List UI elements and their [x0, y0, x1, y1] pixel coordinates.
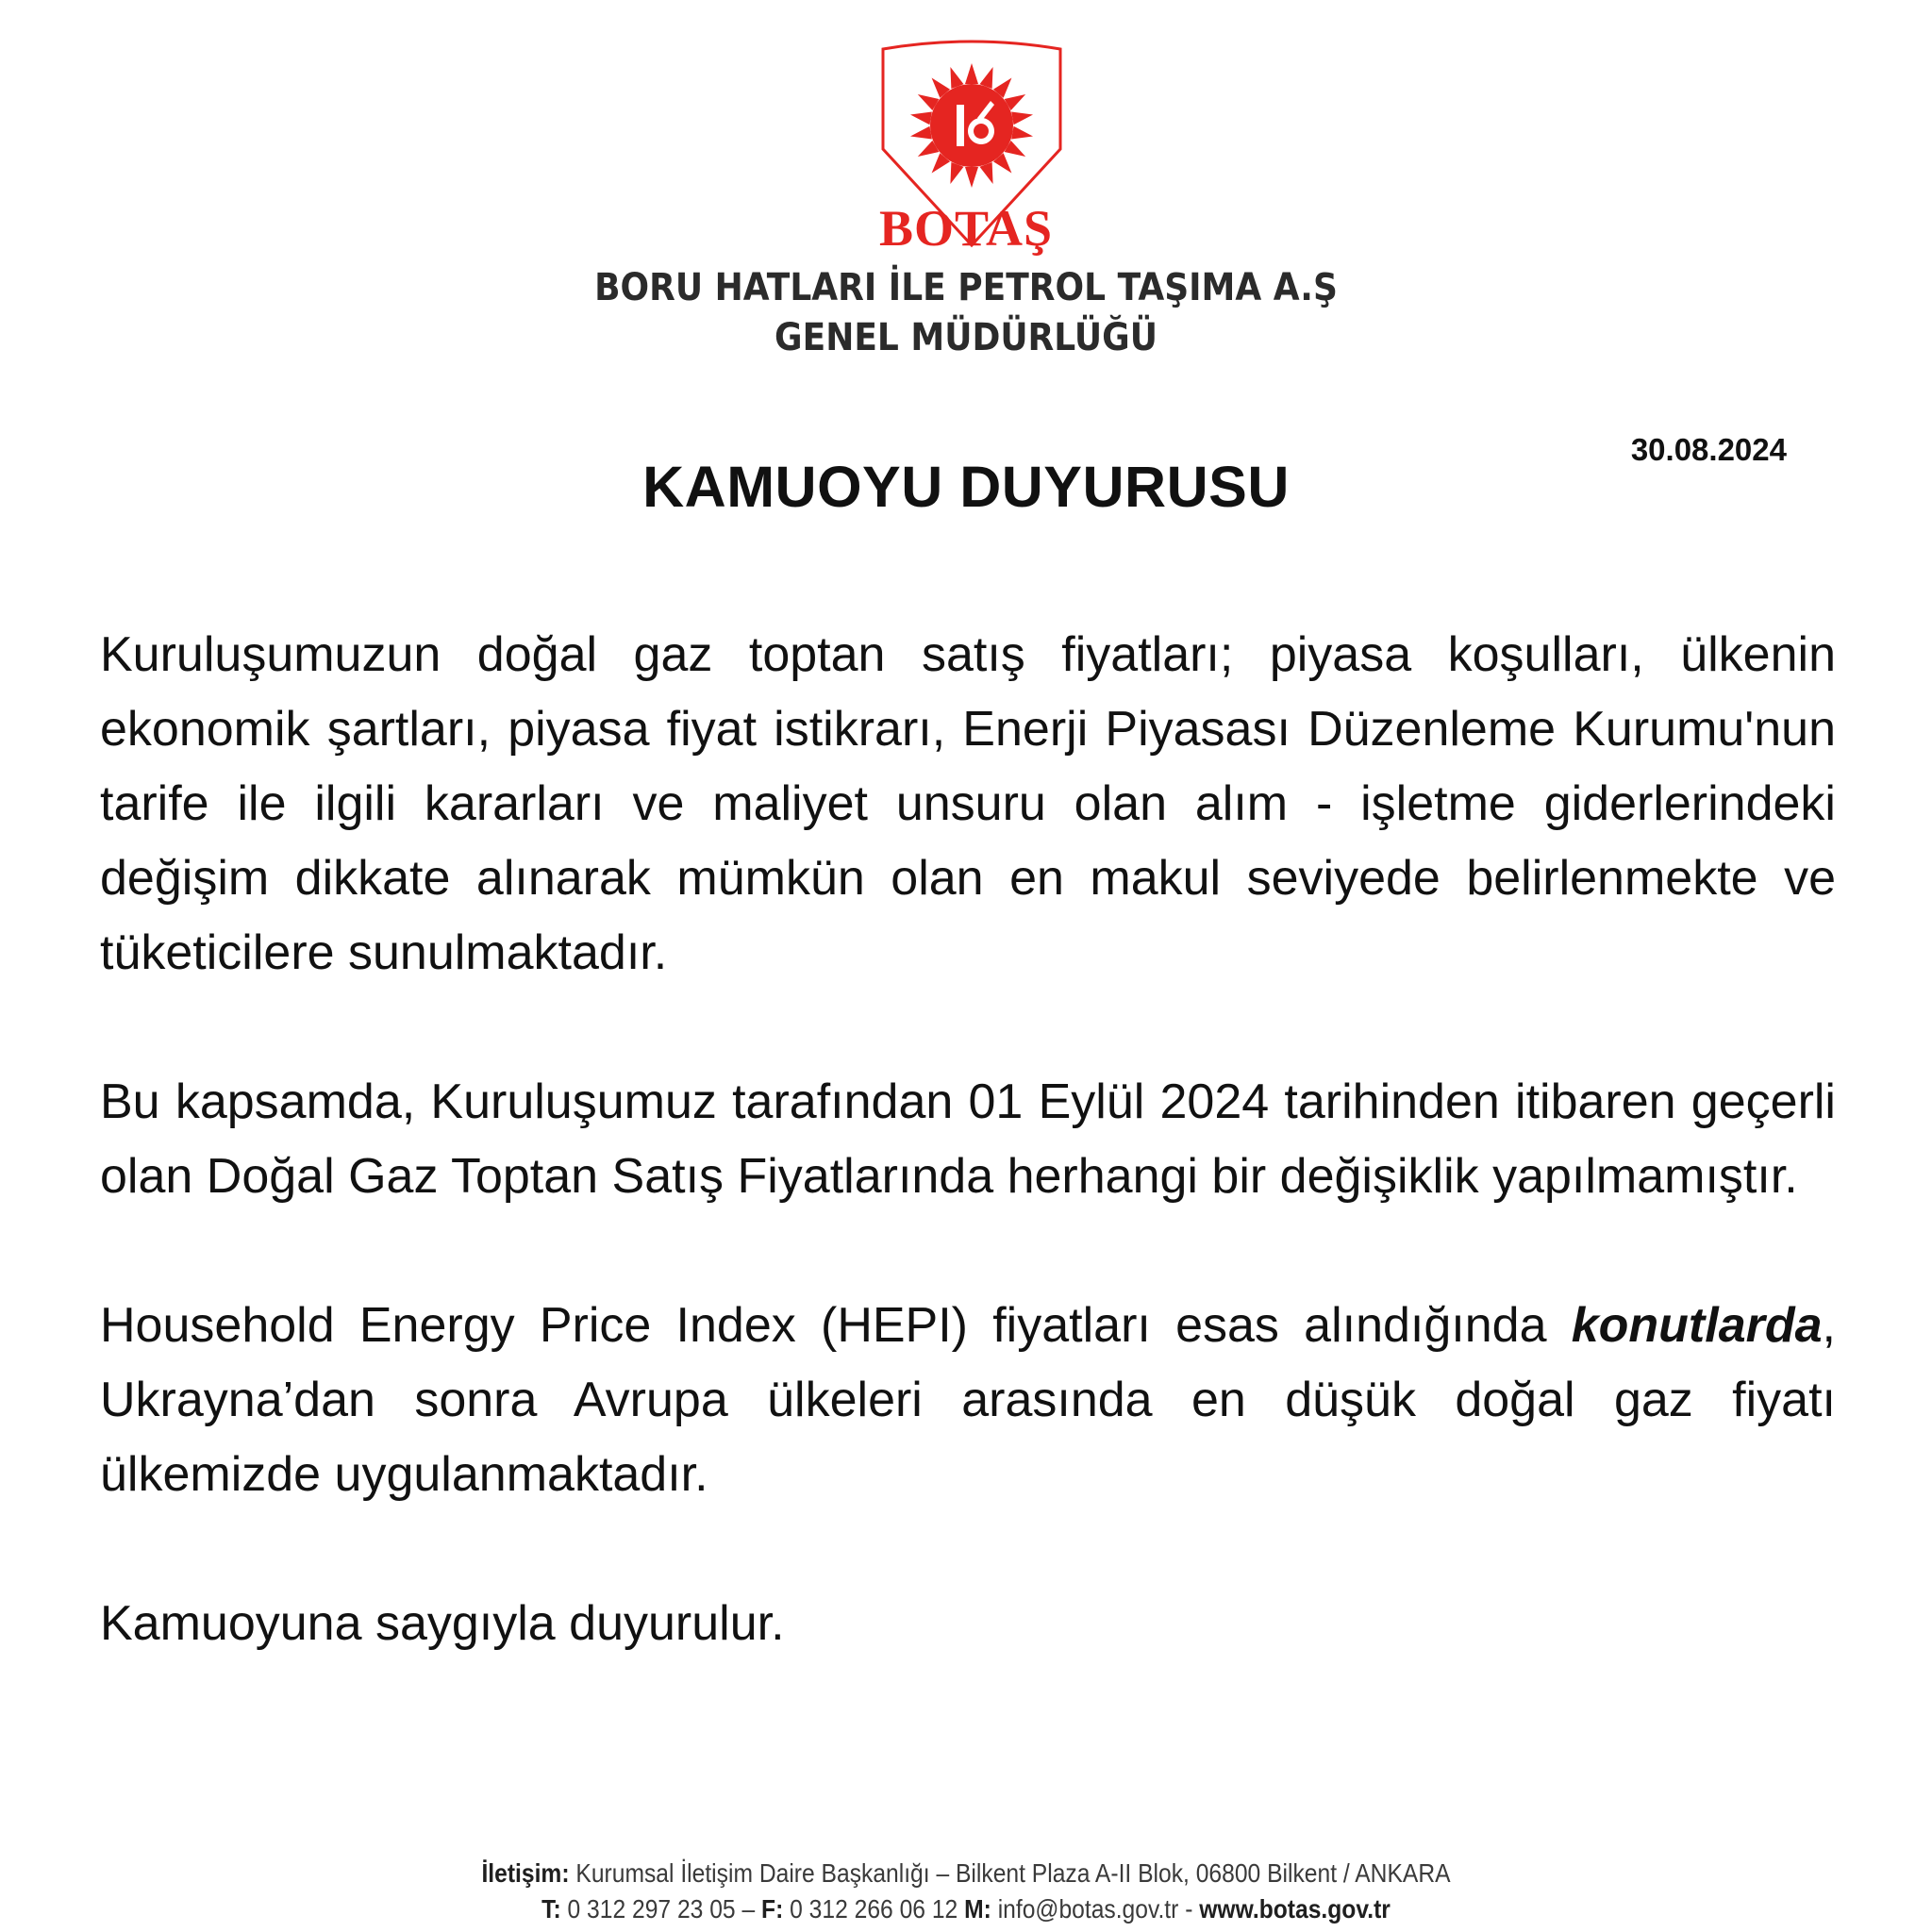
fax-number: 0 312 266 06 12 — [783, 1894, 965, 1924]
document-title: KAMUOYU DUYURUSU — [642, 455, 1290, 519]
fax-label: F: — [761, 1894, 784, 1924]
org-unit: GENEL MÜDÜRLÜĞÜ — [774, 316, 1158, 359]
paragraph-3 — [100, 1289, 1836, 1512]
website-link[interactable]: www.botas.gov.tr — [1199, 1894, 1391, 1924]
mail-address: info@botas.gov.tr - — [991, 1894, 1200, 1924]
paragraph-2: Bu kapsamda, Kuruluşumuz tarafından 01 Eylül 2024 tarihinden itibaren geçerli olan Doğal Gaz Toptan Satış Fiyatlarında herhangi bir değişiklik yapılmamıştır. — [100, 1074, 1836, 1204]
footer-contact-line — [116, 1860, 1816, 1887]
org-name: BOTAŞ — [878, 200, 1054, 257]
closing-line: Kamuoyuna saygıyla duyurulur. — [100, 1596, 785, 1651]
document-body — [100, 618, 1836, 1661]
paragraph-3-emphasis: konutlarda — [1571, 1298, 1823, 1353]
org-full-name: BORU HATLARI İLE PETROL TAŞIMA A.Ş — [594, 266, 1338, 309]
contact-label: İletişim: — [481, 1858, 570, 1888]
phone-label: T: — [541, 1894, 561, 1924]
mail-label: M: — [964, 1894, 991, 1924]
contact-text: Kurumsal İletişim Daire Başkanlığı – Bilkent Plaza A-II Blok, 06800 Bilkent / ANKARA — [569, 1858, 1451, 1888]
footer-phone-line — [116, 1896, 1816, 1923]
paragraph-1: Kuruluşumuzun doğal gaz toptan satış fiyatları; piyasa koşulları, ülkenin ekonomik şartları, piyasa fiyat istikrarı, Enerji Piyasası Düzenleme Kurumu'nun tarife ile ilgili kararları ve maliyet unsuru olan alım - işletme giderlerindeki değişim dikkate alınarak mümkün olan en makul seviyede belirlenmekte ve tüketicilere sunulmaktadır. — [100, 627, 1836, 980]
phone-number: 0 312 297 23 05 – — [560, 1894, 762, 1924]
paragraph-3-text-start: Household Energy Price Index (HEPI) fiyatları esas alındığında — [100, 1298, 1572, 1353]
paragraph-3-text-end: , Ukrayna’dan sonra Avrupa ülkeleri arasında en düşük doğal gaz fiyatı ülkemizde uygulanmaktadır. — [100, 1298, 1836, 1502]
document-date: 30.08.2024 — [1630, 432, 1787, 467]
